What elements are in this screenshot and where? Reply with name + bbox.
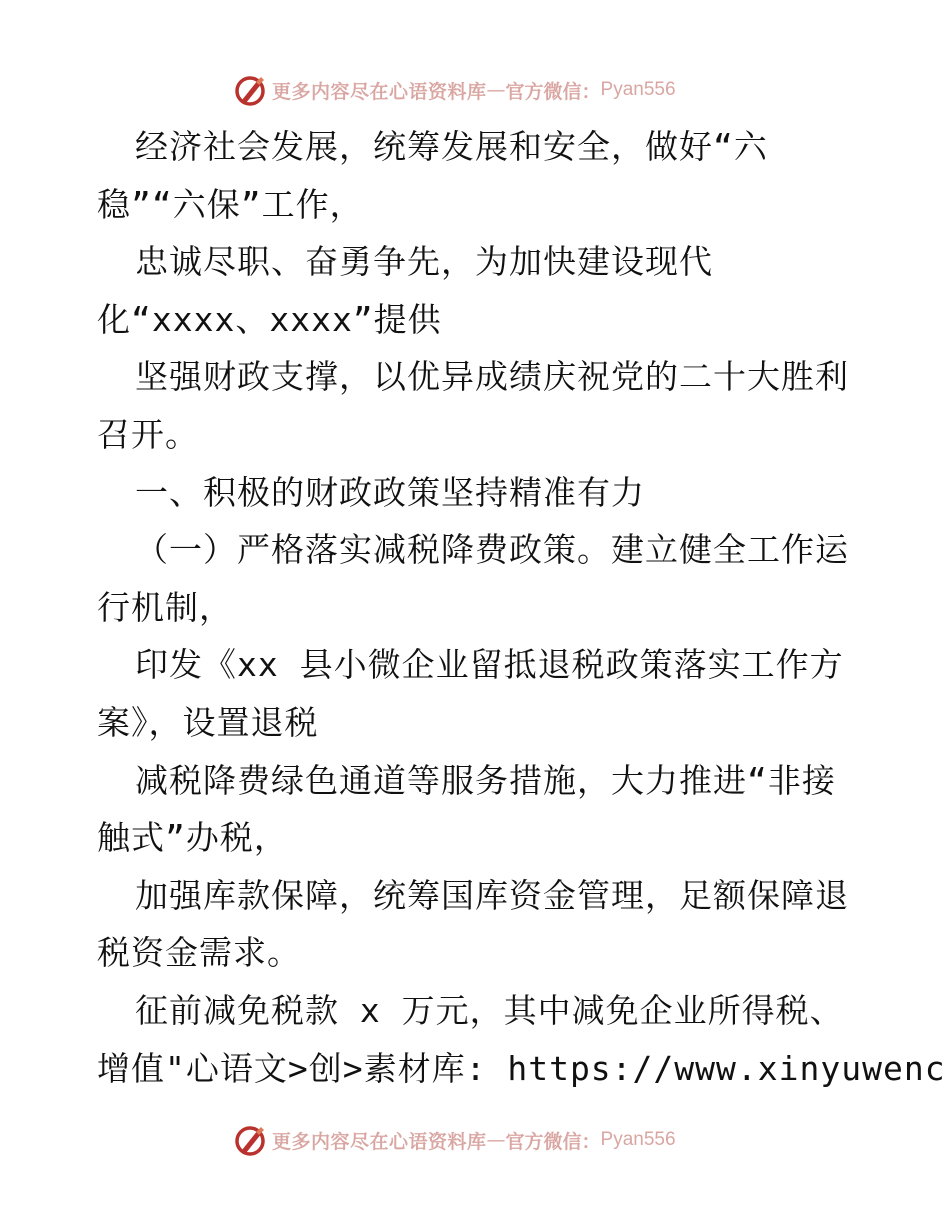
paragraph-line: 行机制， (97, 587, 233, 627)
paragraph-line: 经济社会发展，统筹发展和安全，做好“六 (135, 127, 768, 166)
footer-banner[interactable] (232, 1120, 676, 1160)
paragraph-line: 触式”办税， (97, 818, 288, 858)
paragraph-line: 增值"心语文>创>素材库: https://www.xinyuwenc (97, 1048, 946, 1088)
banner-text: 更多内容尽在心语资料库 (272, 1130, 487, 1153)
banner-dash: — (486, 79, 506, 101)
section-heading: 一、积极的财政政策坚持精准有力 (135, 472, 645, 512)
banner-wechat-id: Pyan556 (600, 79, 676, 100)
paragraph-line: 稳”“六保”工作， (97, 184, 364, 224)
paragraph-line: 忠诚尽职、奋勇争先，为加快建设现代 (135, 242, 713, 282)
paragraph-line: 征前减免税款 x 万元，其中减免企业所得税、 (135, 990, 844, 1030)
paragraph-line: 印发《xx 县小微企业留抵退税政策落实工作方 (135, 645, 844, 685)
paragraph-line: 减税降费绿色通道等服务措施，大力推进“非接 (135, 760, 836, 800)
paragraph-line: 案》，设置退税 (97, 702, 319, 742)
banner-text: 更多内容尽在心语资料库 (272, 80, 487, 103)
header-banner[interactable] (232, 70, 676, 110)
paragraph-line: 加强库款保障，统筹国库资金管理，足额保障退 (135, 875, 849, 915)
paragraph-line: 坚强财政支撑，以优异成绩庆祝党的二十大胜利 (135, 357, 849, 397)
body-text (97, 118, 946, 1097)
paragraph-line: 化“xxxx、xxxx”提供 (97, 299, 442, 339)
pen-circle-logo-icon (232, 72, 268, 108)
subsection-heading: （一）严格落实减税降费政策。建立健全工作运 (135, 530, 849, 570)
banner-wechat-label: 官方微信： (505, 80, 601, 103)
paragraph-line: 税资金需求。 (97, 933, 301, 973)
banner-wechat-id: Pyan556 (600, 1129, 676, 1150)
banner-wechat-label: 官方微信： (505, 1130, 601, 1153)
pen-circle-logo-icon (232, 1122, 268, 1158)
paragraph-line: 召开。 (97, 414, 199, 454)
banner-dash: — (486, 1129, 506, 1151)
